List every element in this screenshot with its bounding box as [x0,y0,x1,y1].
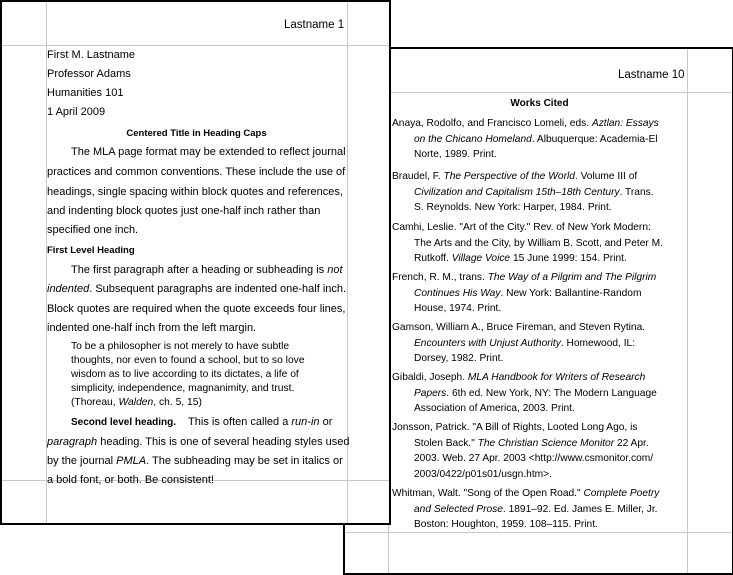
first-level-heading: First Level Heading [47,245,135,256]
paragraph-line: The first paragraph after a heading or subheading is not [71,264,343,276]
instructor-name: Professor Adams [47,68,131,80]
centered-title: Centered Title in Heading Caps [126,128,267,139]
margin-guide-top [2,45,389,46]
citation-entry: Anaya, Rodolfo, and Francisco Lomeli, eds. Aztlan: Essays on the Chicano Homeland. Albuquerque: Academia-El Norte, 1989. Print. [392,118,659,160]
paragraph-line: paragraph heading. This is one of several heading styles used [47,436,350,448]
first-page [0,0,391,525]
course-name: Humanities 101 [47,87,124,99]
block-quote-citation: (Thoreau, Walden, ch. 5, 15) [71,397,202,408]
paragraph-line: indented one-half inch from the left margin. [47,322,257,334]
paragraph-line: practices and common conventions. These include the use of [47,166,346,178]
block-quote-line: simplicity, independence, magnanimity, and trust. [71,383,295,394]
citation-entry: French, R. M., trans. The Way of a Pilgrim and The Pilgrim Continues His Way. New York: Ballantine-Random House, 1974. Print. [392,272,657,314]
citation-entry: Braudel, F. The Perspective of the World. Volume III of Civilization and Capitalism 15th–18th Century. Trans. S. Reynolds. New York: Harper, 1984. Print. [392,171,654,213]
citation-entry: Gibaldi, Joseph. MLA Handbook for Writers of Research Papers. 6th ed. New York, NY: The Modern Language Association of America, 2003. Print. [392,372,657,414]
works-cited-title: Works Cited [510,98,569,109]
page-header: Lastname 1 [284,19,345,31]
date-line: 1 April 2009 [47,106,106,118]
block-quote-line: To be a philosopher is not merely to have subtle [71,341,290,352]
works-cited-page [343,47,733,575]
citation-entry: Camhi, Leslie. "Art of the City." Rev. of New York Modern: The Arts and the City, by William B. Scott, and Peter M. Rutkoff. Village Voice 15 June 1999: 154. Print. [392,222,663,264]
author-name: First M. Lastname [47,49,136,61]
paragraph-line: a bold font, or both. Be consistent! [47,474,214,486]
paragraph-line: headings, single spacing within block quotes and references, [47,186,343,198]
block-quote-line: thoughts, nor even to found a school, but to so love [71,355,305,366]
paragraph-line: Block quotes are required when the quote exceeds four lines, [47,303,346,315]
citation-entry: Whitman, Walt. "Song of the Open Road." Complete Poetry and Selected Prose. 1891–92. Ed. James E. Miller, Jr. Boston: Houghton, 1959. 108–115. Print. [392,488,660,530]
paragraph-line: The MLA page format may be extended to reflect journal [71,146,346,158]
block-quote-line: wisdom as to live according to its dictates, a life of [71,369,299,380]
margin-guide-top [345,92,732,93]
paragraph-line: specified one inch. [47,224,139,236]
page-header: Lastname 10 [618,69,685,81]
paragraph-line: indented. Subsequent paragraphs are indented one-half inch. [47,283,347,295]
second-level-heading: Second level heading. [71,417,177,428]
citation-entry: Gamson, William A., Bruce Fireman, and Steven Rytina. Encounters with Unjust Authority. Homewood, IL: Dorsey, 1982. Print. [392,322,646,364]
paragraph-line: and indenting block quotes just one-half inch rather than [47,205,321,217]
paragraph-line: Second level heading. This is often called a run-in or [71,416,333,428]
paragraph-line: by the journal PMLA. The subheading may be set in italics or [47,455,343,467]
citation-entry: Jonsson, Patrick. "A Bill of Rights, Looted Long Ago, is Stolen Back." The Christian Science Monitor 22 Apr. 2003. Web. 27 Apr. 2003 <http://www.csmonitor.com/ 2003/0422/p01s01/usgn.htm>. [392,422,654,480]
